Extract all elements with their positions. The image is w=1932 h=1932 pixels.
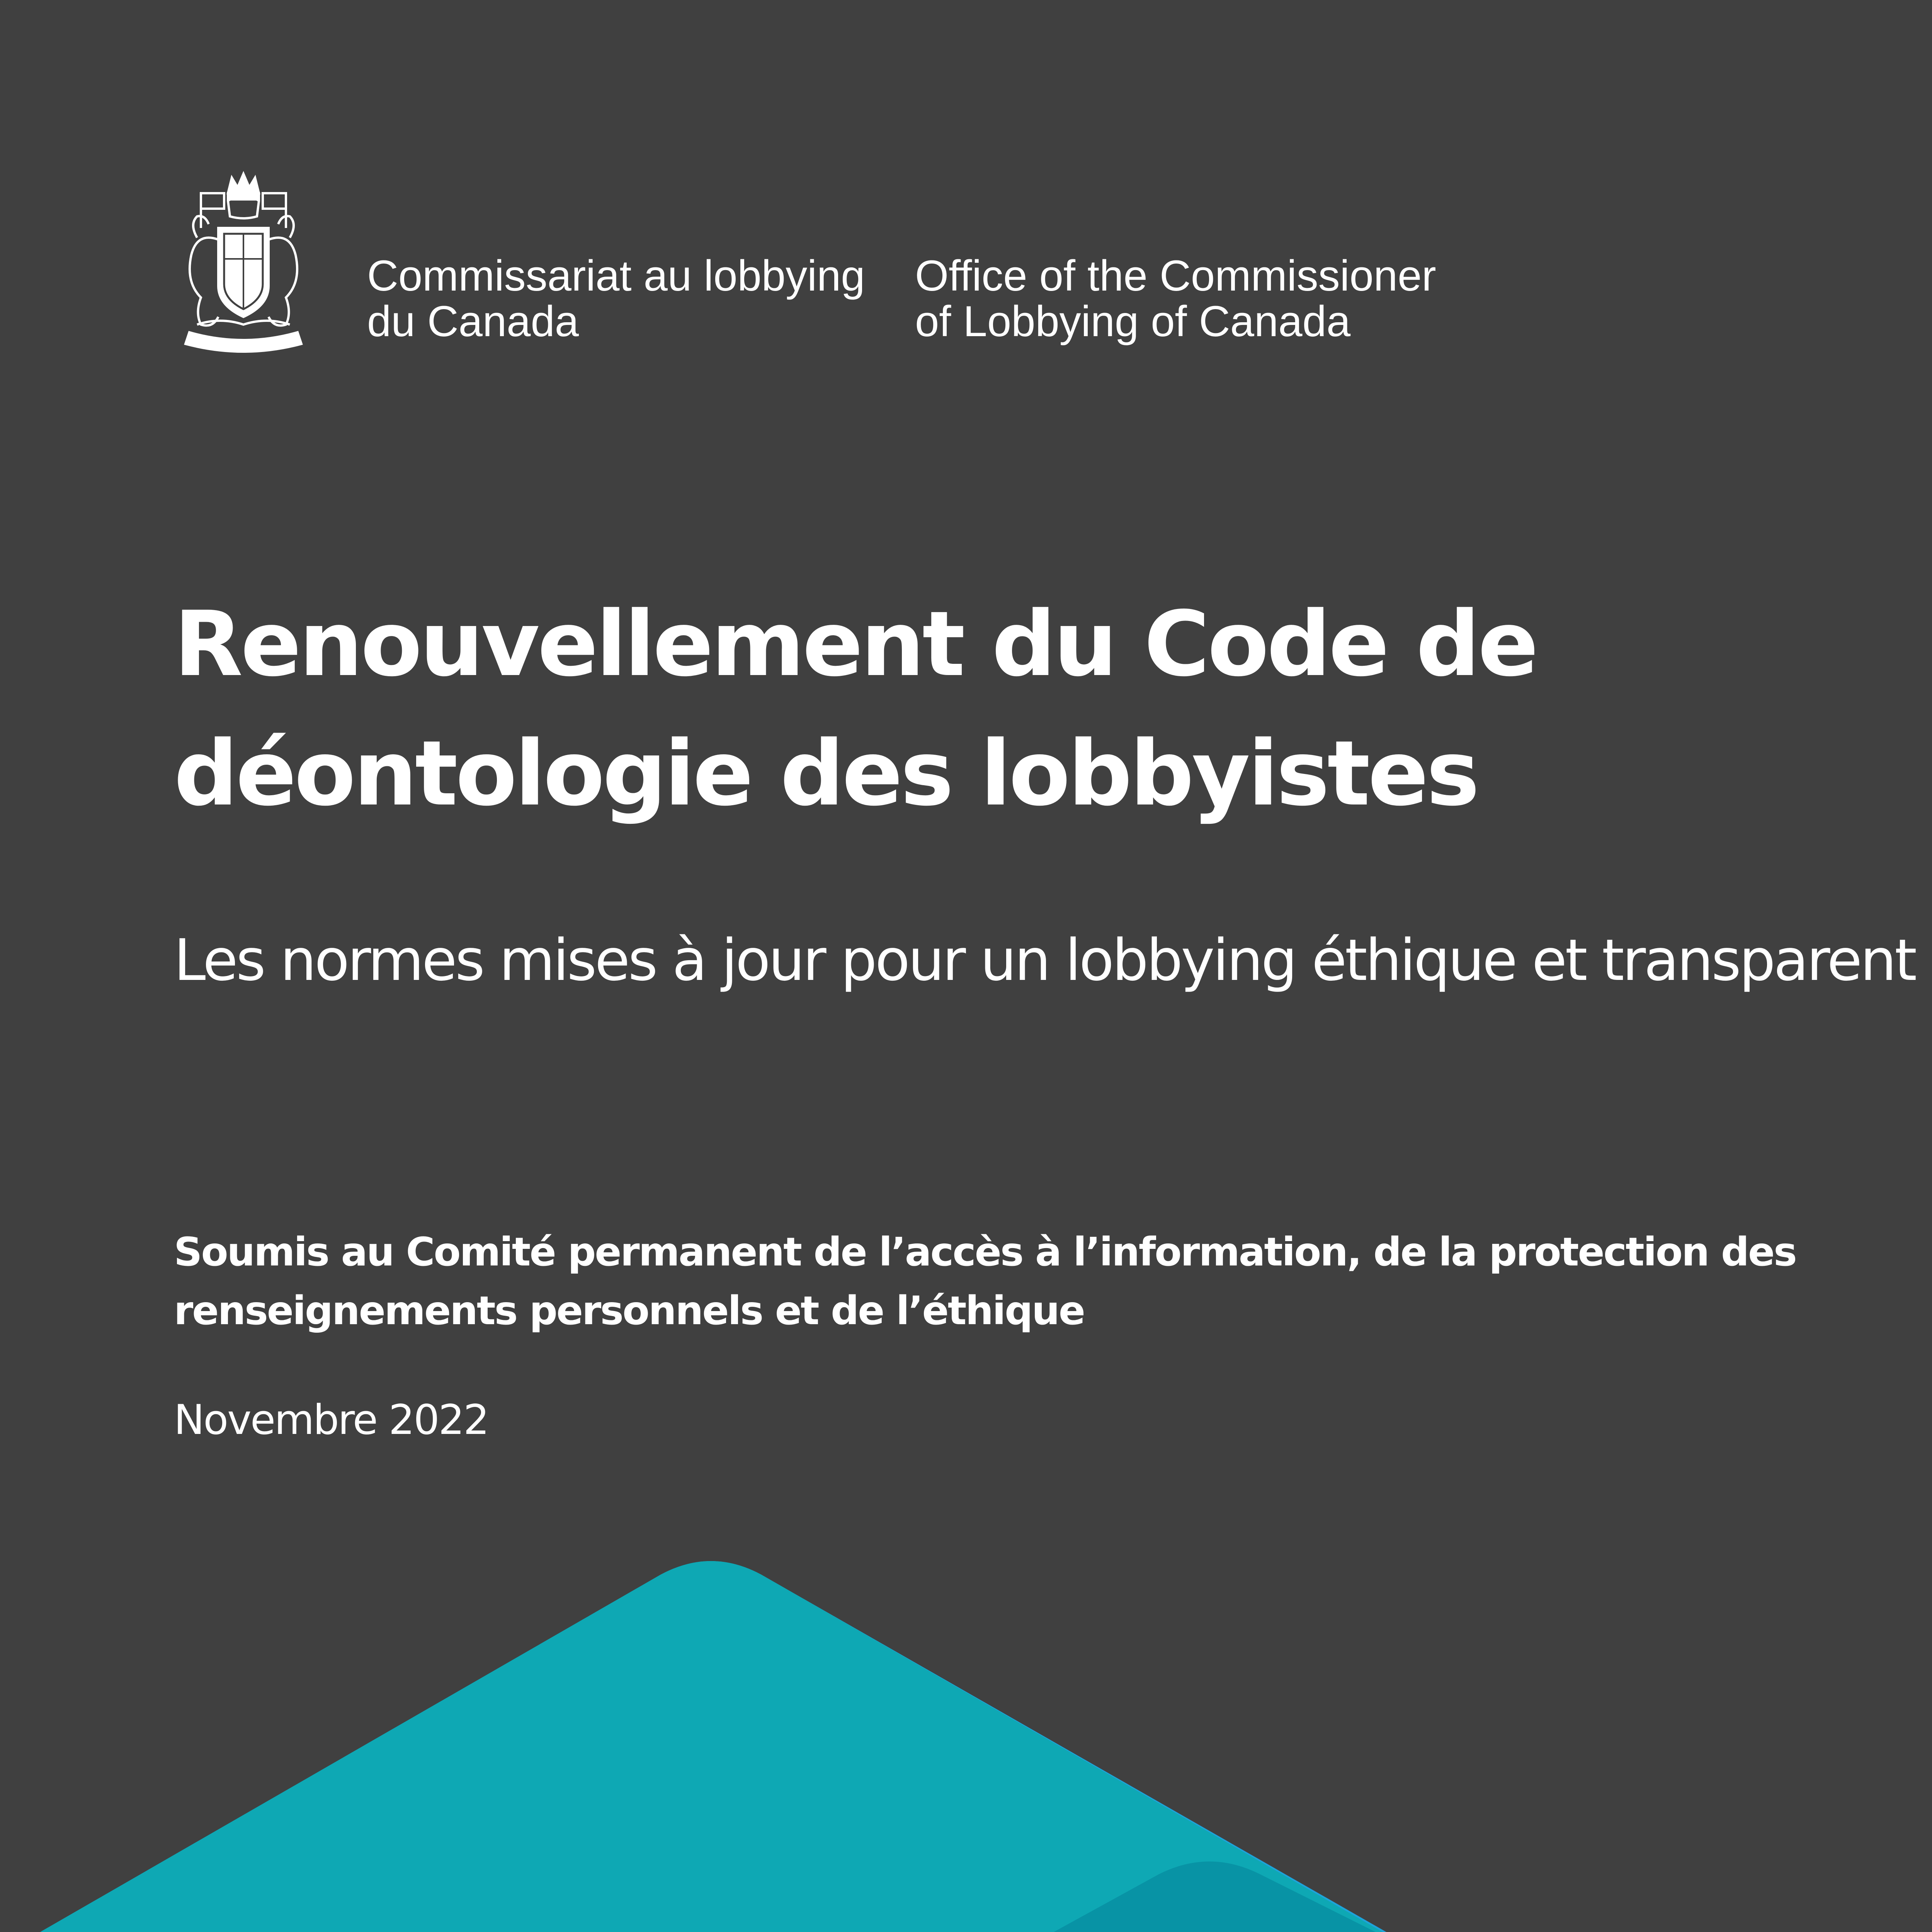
org-name-en-line1: Office of the Commissioner bbox=[915, 252, 1436, 300]
organization-name-french bbox=[367, 253, 865, 344]
submission-statement-line1: Soumis au Comité permanent de l’accès à l’information, de la protection des bbox=[174, 1229, 1796, 1275]
document-title-line1: Renouvellement du Code de bbox=[174, 592, 1536, 696]
submission-statement bbox=[174, 1223, 1796, 1340]
document-subtitle: Les normes mises à jour pour un lobbying éthique et transparent bbox=[174, 927, 1915, 993]
org-name-fr-line1: Commissariat au lobbying bbox=[367, 252, 865, 300]
org-name-fr-line2: du Canada bbox=[367, 297, 579, 345]
document-title-line2: déontologie des lobbyistes bbox=[174, 721, 1478, 826]
publication-date: Novembre 2022 bbox=[174, 1396, 488, 1444]
document-title bbox=[174, 580, 1536, 838]
teal-chevron-shape bbox=[0, 1561, 1490, 1932]
organization-name-english bbox=[915, 253, 1436, 344]
org-name-en-line2: of Lobbying of Canada bbox=[915, 297, 1351, 345]
submission-statement-line2: renseignements personnels et de l’éthique bbox=[174, 1288, 1084, 1334]
coat-of-arms-of-canada-icon bbox=[174, 170, 313, 359]
